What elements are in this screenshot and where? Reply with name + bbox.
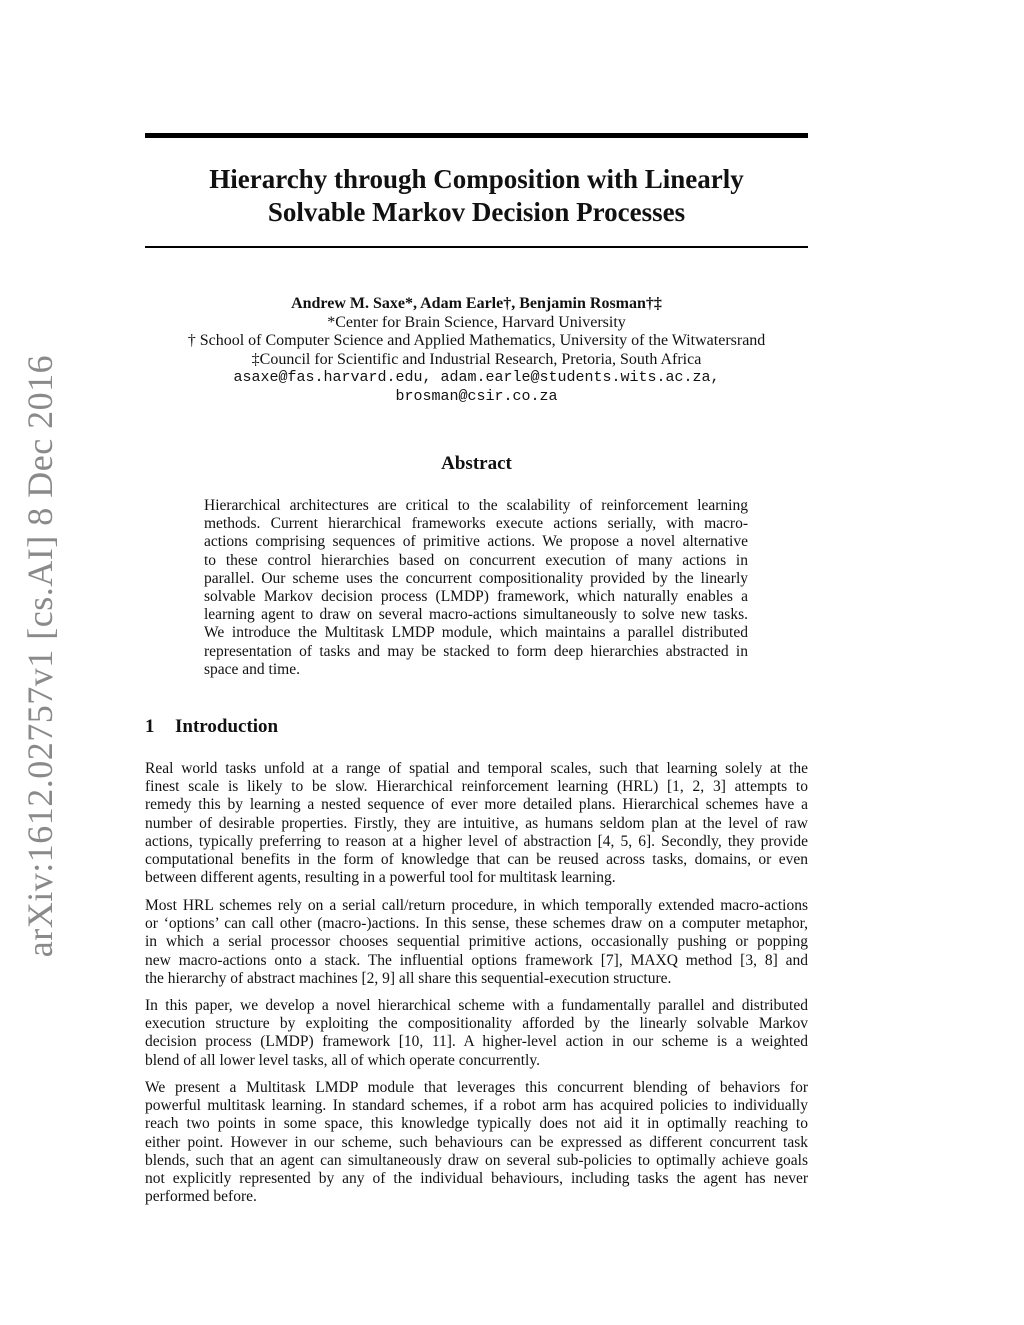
text-line: blend of all lower level tasks, all of which operate concurrently.	[145, 1051, 540, 1069]
text-line: finest scale is likely to be slow. Hierarchical reinforcement learning (HRL) [1, 2, 3] attempts to	[145, 778, 808, 796]
text-line: learning agent to draw on several macro-actions simultaneously to solve new tasks.	[204, 606, 748, 624]
paragraph	[145, 997, 808, 1070]
text-line: Real world tasks unfold at a range of spatial and temporal scales, such that learning solely at the	[145, 760, 808, 777]
text-line: representation of tasks and may be stacked to form deep hierarchies abstracted in	[204, 642, 748, 660]
affiliation: *Center for Brain Science, Harvard University	[327, 313, 626, 331]
text-line: Hierarchical architectures are critical to the scalability of reinforcement learning	[204, 497, 748, 514]
text-line: between different agents, resulting in a powerful tool for multitask learning.	[145, 869, 616, 887]
text-line: in which a serial processor chooses sequential primitive actions, occasionally pushing or popping	[145, 933, 808, 951]
text-line: methods. Current hierarchical frameworks execute actions serially, with macro-	[204, 515, 748, 533]
arxiv-identifier: arXiv:1612.02757v1 [cs.AI] 8 Dec 2016	[20, 354, 60, 958]
text-line: actions comprising sequences of primitive actions. We propose a novel alternative	[204, 533, 748, 551]
text-line: or ‘options’ can call other (macro-)actions. In this sense, these schemes draw on a computer metaphor,	[145, 915, 808, 933]
paper-title	[145, 163, 808, 229]
text-line: We present a Multitask LMDP module that leverages this concurrent blending of behaviors for	[145, 1079, 808, 1096]
abstract-text	[204, 497, 748, 679]
text-line: blends, such that an agent can simultaneously draw on several sub-policies to optimally achieve goals	[145, 1151, 808, 1169]
title-bottom-rule	[145, 246, 808, 248]
text-line: parallel. Our scheme uses the concurrent compositionality provided by the linearly	[204, 569, 748, 587]
title-line: Hierarchy through Composition with Linearly	[209, 164, 744, 194]
text-line: the hierarchy of abstract machines [2, 9] all share this sequential-execution structure.	[145, 969, 672, 987]
text-line: number of desirable properties. Firstly, they are intuitive, as humans seldom plan at the level of raw	[145, 814, 808, 832]
text-line: either point. However in our scheme, such behaviours can be expressed as different concurrent task	[145, 1133, 808, 1151]
text-line: We introduce the Multitask LMDP module, which maintains a parallel distributed	[204, 624, 748, 642]
section-title: Introduction	[175, 716, 279, 737]
text-line: In this paper, we develop a novel hierarchical scheme with a fundamentally parallel and distributed	[145, 997, 808, 1014]
affiliation: ‡Council for Scientific and Industrial Research, Pretoria, South Africa	[251, 350, 702, 368]
text-line: performed before.	[145, 1188, 257, 1206]
author-emails: brosman@csir.co.za	[395, 387, 558, 405]
section-number: 1	[145, 716, 155, 737]
text-line: decision process (LMDP) framework [10, 11]. A higher-level action in our scheme is a weighted	[145, 1033, 808, 1051]
paragraph	[145, 760, 808, 887]
text-line: remedy this by learning a nested sequence of ever more detailed plans. Hierarchical schemes have a	[145, 796, 808, 814]
text-line: new macro-actions onto a stack. The influential options framework [7], MAXQ method [3, 8] and	[145, 951, 808, 969]
paragraph	[145, 897, 808, 988]
title-line: Solvable Markov Decision Processes	[267, 197, 686, 227]
text-line: actions, typically preferring to reason at a higher level of abstraction [4, 5, 6]. Secondly, they provide	[145, 832, 808, 850]
text-line: Most HRL schemes rely on a serial call/return procedure, in which temporally extended macro-actions	[145, 897, 808, 914]
text-line: powerful multitask learning. In standard schemes, if a robot arm has acquired policies to individually	[145, 1097, 808, 1115]
section-heading	[145, 716, 278, 738]
text-line: to these control hierarchies based on concurrent execution of many actions in	[204, 551, 748, 569]
text-line: not explicitly represented by any of the individual behaviours, including tasks the agent has never	[145, 1170, 808, 1188]
text-line: execution structure by exploiting the compositionality afforded by the linearly solvable Markov	[145, 1015, 808, 1033]
text-line: space and time.	[204, 660, 300, 678]
author-emails: asaxe@fas.harvard.edu, adam.earle@students.wits.ac.za,	[233, 369, 720, 386]
affiliation: † School of Computer Science and Applied Mathematics, University of the Witwatersrand	[187, 332, 766, 349]
author-names: Andrew M. Saxe*, Adam Earle†, Benjamin Rosman†‡	[291, 295, 662, 312]
text-line: reach two points in some space, this knowledge typically does not aid it in optimally reaching to	[145, 1115, 808, 1133]
text-line: computational benefits in the form of knowledge that can be reused across tasks, domains, or even	[145, 851, 808, 869]
author-block	[145, 295, 808, 406]
paragraph	[145, 1079, 808, 1206]
title-top-rule	[145, 133, 808, 138]
text-line: solvable Markov decision process (LMDP) framework, which naturally enables a	[204, 588, 748, 606]
abstract-heading: Abstract	[441, 453, 512, 474]
